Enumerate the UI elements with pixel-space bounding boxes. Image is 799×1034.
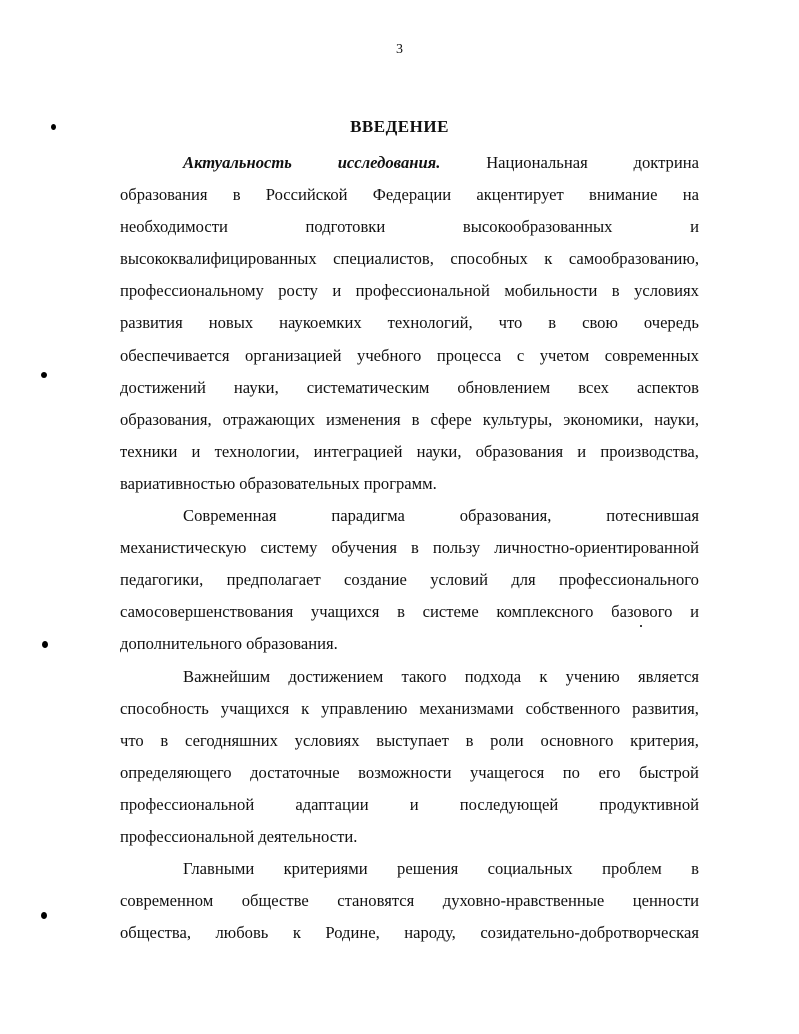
word: условий (430, 570, 489, 590)
word: учетом (539, 345, 590, 365)
word: необходимости (120, 217, 228, 237)
text-line (120, 404, 699, 436)
word: свою (582, 313, 618, 333)
word: адаптации (295, 794, 369, 814)
section-heading: ВВЕДЕНИЕ (350, 117, 449, 136)
word: самообразованию, (568, 249, 699, 269)
word: что (498, 313, 523, 333)
scan-speck (41, 372, 47, 378)
word: основного (540, 730, 614, 750)
word: технологии, (214, 441, 300, 461)
word: Главными (183, 859, 255, 879)
word: личностно-ориентированной (494, 538, 699, 558)
word: базового (611, 602, 673, 622)
word: учению (565, 666, 620, 686)
word: образования, (120, 409, 212, 429)
word: росту (278, 281, 318, 301)
word: народу, (404, 923, 456, 943)
body-text (120, 147, 699, 949)
word: на (682, 185, 699, 205)
word: обществе (241, 891, 309, 911)
word: обновлением (457, 377, 551, 397)
word: сегодняшних (185, 730, 278, 750)
scan-speck (42, 641, 48, 648)
word: производства, (600, 441, 699, 461)
word: образования (120, 185, 208, 205)
word: современных (604, 345, 699, 365)
word: системе (422, 602, 479, 622)
word: Российской (265, 185, 348, 205)
word: образования (475, 441, 564, 461)
text-line (120, 628, 699, 660)
word: пользу (432, 538, 481, 558)
word: и (690, 602, 699, 622)
word: решения (397, 859, 459, 879)
word: и (332, 281, 342, 301)
word: организацией (245, 345, 342, 365)
word: исследования. (337, 153, 441, 172)
text-line (120, 500, 699, 532)
word: вариативностью (120, 473, 236, 493)
word: высокообразованных (462, 217, 613, 237)
word: программ. (363, 473, 437, 493)
word: достижений (120, 377, 206, 397)
scan-speck (51, 124, 56, 130)
word: проблем (602, 859, 662, 879)
word: образовательных (239, 473, 360, 493)
word: экономики, (563, 409, 644, 429)
word: обеспечивается (120, 345, 230, 365)
word: с (516, 345, 525, 365)
word: подготовки (305, 217, 386, 237)
word: парадигма (331, 506, 405, 526)
text-line (120, 436, 699, 468)
text-line (120, 243, 699, 275)
word: быстрой (639, 762, 699, 782)
word: определяющего (120, 762, 232, 782)
text-line (120, 885, 699, 917)
word: становятся (337, 891, 415, 911)
word: науки, (233, 377, 279, 397)
word: самосовершенствования (120, 602, 294, 622)
word: образования, (459, 506, 552, 526)
text-line (120, 307, 699, 339)
text-line (120, 275, 699, 307)
word: выступает (376, 730, 449, 750)
word: учащихся (220, 698, 290, 718)
word: изменения (325, 409, 401, 429)
word: Родине, (325, 923, 380, 943)
word: продуктивной (599, 794, 699, 814)
word: в (160, 730, 169, 750)
word: современном (120, 891, 214, 911)
word: систему (260, 538, 318, 558)
word: отражающих (222, 409, 316, 429)
word: акцентирует (476, 185, 564, 205)
word: потеснившая (606, 506, 699, 526)
word: Федерации (372, 185, 452, 205)
word: в (232, 185, 241, 205)
word: педагогики, (120, 570, 204, 590)
word: профессиональной (120, 794, 255, 814)
word: специалистов, (333, 249, 434, 269)
text-line (120, 661, 699, 693)
word: Национальная (486, 153, 588, 172)
word: механистическую (120, 538, 247, 558)
word: любовь (215, 923, 269, 943)
word: науки, (416, 441, 462, 461)
word: в (411, 409, 420, 429)
word: способных (450, 249, 528, 269)
word: критериями (283, 859, 368, 879)
text-line (120, 179, 699, 211)
word: науки, (654, 409, 699, 429)
word: к (544, 249, 553, 269)
word: является (638, 666, 699, 686)
word: управлению (321, 698, 408, 718)
word: мобильности (504, 281, 598, 301)
text-line (120, 211, 699, 243)
word: в (548, 313, 557, 333)
word: и (409, 794, 419, 814)
word: наукоемких (279, 313, 362, 333)
word: к (539, 666, 548, 686)
word: создание (344, 570, 407, 590)
word: культуры, (482, 409, 553, 429)
word: Современная (183, 506, 277, 526)
word: высококвалифицированных (120, 249, 317, 269)
word: ценности (632, 891, 699, 911)
word: общества, (120, 923, 192, 943)
word: внимание (589, 185, 658, 205)
word: профессиональной (355, 281, 490, 301)
word: образования. (246, 634, 338, 654)
word: в (397, 602, 405, 622)
word: комплексного (496, 602, 594, 622)
word: достаточные (250, 762, 340, 782)
word: его (598, 762, 621, 782)
word: возможности (358, 762, 452, 782)
word: критерия, (630, 730, 699, 750)
word: сфере (430, 409, 472, 429)
word: в (411, 538, 419, 558)
word: очередь (643, 313, 699, 333)
word: доктрина (633, 153, 699, 172)
word: развития (120, 313, 183, 333)
text-line (120, 596, 699, 628)
word: профессиональной (120, 826, 255, 846)
word: развития, (632, 698, 699, 718)
text-line (120, 532, 699, 564)
word: учащегося (469, 762, 545, 782)
word: и (577, 441, 587, 461)
word: что (120, 730, 144, 750)
text-line (120, 821, 699, 853)
text-line (120, 468, 699, 500)
word: духовно-нравственные (442, 891, 605, 911)
text-line (120, 693, 699, 725)
word: в (465, 730, 474, 750)
word: и (191, 441, 201, 461)
word: интеграцией (313, 441, 403, 461)
word: условиях (634, 281, 699, 301)
word: в (611, 281, 620, 301)
word: профессионального (558, 570, 699, 590)
word: Важнейшим (183, 666, 271, 686)
word: систематическим (306, 377, 430, 397)
word: деятельности. (258, 826, 358, 846)
text-line (120, 757, 699, 789)
word: технологий, (387, 313, 473, 333)
word: и (690, 217, 699, 237)
word: достижением (288, 666, 384, 686)
word: собственного (525, 698, 621, 718)
text-line (120, 853, 699, 885)
word: профессиональному (120, 281, 264, 301)
word: дополнительного (120, 634, 243, 654)
scan-speck (41, 912, 47, 919)
text-line (120, 789, 699, 821)
text-line (120, 917, 699, 949)
word: по (562, 762, 580, 782)
text-line (120, 725, 699, 757)
text-line (120, 147, 699, 179)
word: подхода (464, 666, 522, 686)
word: роли (490, 730, 524, 750)
word: к (292, 923, 301, 943)
word: обучения (331, 538, 397, 558)
word: процесса (436, 345, 502, 365)
word: для (511, 570, 536, 590)
word: созидательно-добротворческая (480, 923, 699, 943)
word: аспектов (636, 377, 699, 397)
word: последующей (459, 794, 559, 814)
word: предполагает (226, 570, 321, 590)
word: учебного (357, 345, 422, 365)
word: всех (578, 377, 609, 397)
word: такого (401, 666, 447, 686)
word: механизмами (419, 698, 514, 718)
word: социальных (487, 859, 573, 879)
word: Актуальность (183, 153, 292, 172)
word: техники (120, 441, 178, 461)
page-number: 3 (396, 42, 403, 57)
word: учащихся (310, 602, 380, 622)
word: способность (120, 698, 209, 718)
scan-speck (640, 625, 642, 627)
word: новых (208, 313, 254, 333)
text-line (120, 340, 699, 372)
word: в (691, 859, 699, 879)
text-line (120, 372, 699, 404)
text-line (120, 564, 699, 596)
word: условиях (294, 730, 360, 750)
word: к (301, 698, 310, 718)
